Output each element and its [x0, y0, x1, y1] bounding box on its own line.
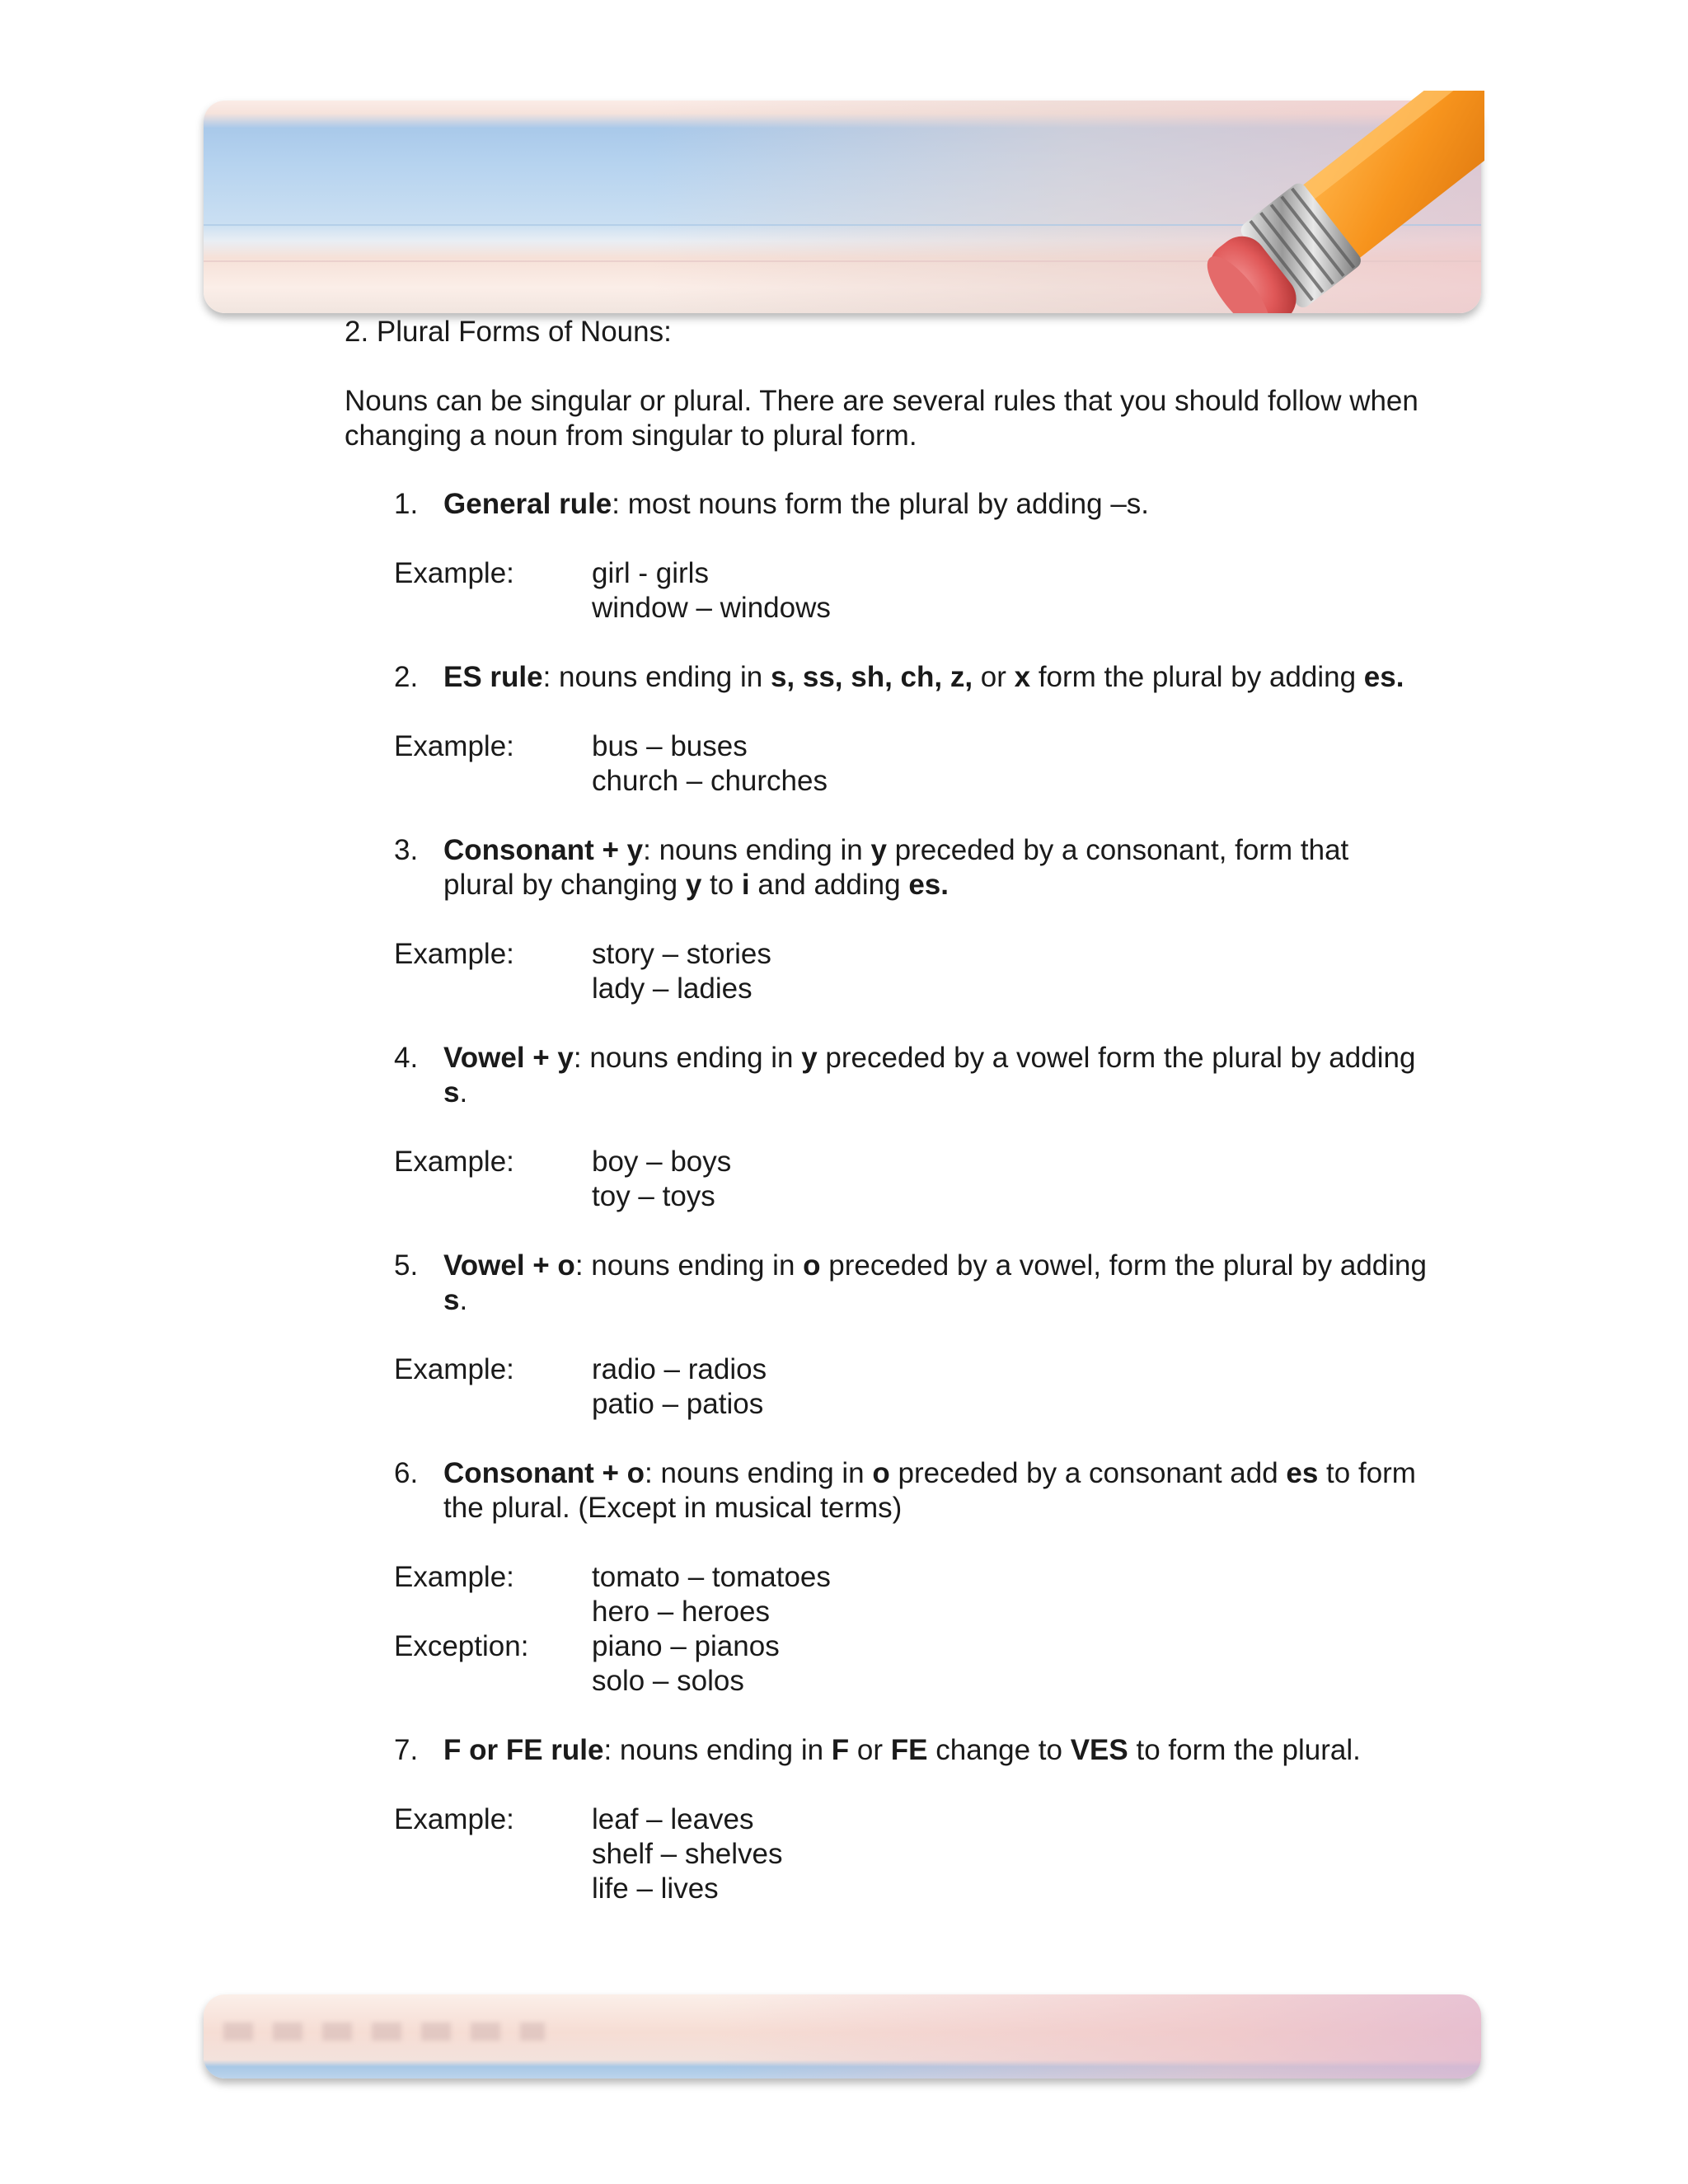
bold-term: ES rule: [443, 661, 543, 693]
bold-term: s, ss, sh, ch, z,: [770, 661, 973, 693]
example-text: tomato – tomatoes: [592, 1561, 831, 1593]
bold-term: s: [443, 1284, 460, 1316]
text-run: or: [849, 1734, 891, 1766]
example-label: Example:: [394, 938, 514, 970]
rule-text: [443, 1733, 1361, 1768]
example-text: church – churches: [592, 765, 828, 797]
example-text: radio – radios: [592, 1353, 767, 1385]
example-text: life – lives: [592, 1872, 719, 1905]
text-run: to form: [1318, 1457, 1416, 1489]
bold-term: Consonant + o: [443, 1457, 645, 1489]
rule-text: [443, 1249, 1427, 1283]
text-run: preceded by a vowel form the plural by adding: [817, 1042, 1416, 1074]
example-label: Example:: [394, 1803, 514, 1835]
text-run: the plural. (Except in musical terms): [443, 1492, 903, 1524]
example-text: solo – solos: [592, 1665, 744, 1697]
text-run: change to: [927, 1734, 1071, 1766]
bold-term: FE: [890, 1734, 928, 1766]
intro-line-2: changing a noun from singular to plural form.: [345, 419, 917, 452]
bold-term: x: [1014, 661, 1031, 693]
bold-term: i: [741, 869, 750, 901]
example-text: girl - girls: [592, 557, 709, 589]
text-run: preceded by a consonant, form that: [886, 834, 1349, 866]
text-run: .: [459, 1284, 468, 1316]
bold-term: y: [801, 1042, 818, 1074]
example-text: piano – pianos: [592, 1630, 780, 1662]
rule-number: 5.: [394, 1249, 419, 1282]
text-run: form the plural by adding: [1030, 661, 1364, 693]
bold-term: s: [443, 1076, 460, 1108]
example-label: Example:: [394, 1146, 514, 1178]
example-text: boy – boys: [592, 1146, 732, 1178]
text-run: preceded by a consonant add: [889, 1457, 1287, 1489]
example-text: toy – toys: [592, 1180, 715, 1212]
text-run: or: [973, 661, 1015, 693]
intro-line-1: Nouns can be singular or plural. There are several rules that you should follow when: [345, 385, 1418, 417]
text-run: : nouns ending in: [645, 1457, 873, 1489]
bold-term: Consonant + y: [443, 834, 644, 866]
rule-text: [443, 1041, 1415, 1076]
example-label: Example:: [394, 557, 514, 589]
bold-term: o: [803, 1249, 821, 1282]
text-run: plural by changing: [443, 869, 686, 901]
bold-term: es.: [908, 869, 949, 901]
bold-term: VES: [1070, 1734, 1128, 1766]
bold-term: o: [872, 1457, 890, 1489]
text-run: : nouns ending in: [603, 1734, 832, 1766]
example-text: lady – ladies: [592, 972, 753, 1005]
rule-text-continued: [443, 1076, 467, 1110]
bold-term: es.: [1363, 661, 1404, 693]
text-run: : most nouns form the plural by adding –s.: [612, 488, 1150, 520]
bold-term: y: [870, 834, 887, 866]
example-text: bus – buses: [592, 730, 748, 762]
rule-text: [443, 1456, 1416, 1491]
example-text: shelf – shelves: [592, 1838, 783, 1870]
example-text: hero – heroes: [592, 1596, 770, 1628]
example-label: Example:: [394, 1353, 514, 1385]
rule-number: 7.: [394, 1734, 419, 1766]
text-run: to form the plural.: [1128, 1734, 1361, 1766]
bold-term: Vowel + y: [443, 1042, 574, 1074]
bold-term: y: [685, 869, 702, 901]
rule-text: [443, 833, 1348, 868]
text-run: to: [701, 869, 742, 901]
text-run: preceded by a vowel, form the plural by adding: [820, 1249, 1427, 1282]
text-run: : nouns ending in: [542, 661, 771, 693]
rule-number: 6.: [394, 1457, 419, 1489]
example-label: Example:: [394, 730, 514, 762]
bold-term: Vowel + o: [443, 1249, 575, 1282]
text-run: : nouns ending in: [573, 1042, 802, 1074]
exception-label: Exception:: [394, 1630, 529, 1662]
bold-term: General rule: [443, 488, 612, 520]
rule-number: 1.: [394, 488, 419, 520]
rule-number: 4.: [394, 1042, 419, 1074]
rule-text-continued: [443, 1283, 467, 1318]
rule-text-continued: [443, 1491, 902, 1526]
example-label: Example:: [394, 1561, 514, 1593]
example-text: story – stories: [592, 938, 771, 970]
bold-term: F: [831, 1734, 850, 1766]
bold-term: F or FE rule: [443, 1734, 604, 1766]
example-text: patio – patios: [592, 1388, 764, 1420]
rule-text-continued: [443, 868, 949, 902]
text-run: : nouns ending in: [643, 834, 871, 866]
text-run: .: [459, 1076, 468, 1108]
footer-banner: [204, 1994, 1481, 2079]
text-run: and adding: [749, 869, 909, 901]
bold-term: es: [1286, 1457, 1319, 1489]
rule-number: 3.: [394, 834, 419, 866]
section-heading: 2. Plural Forms of Nouns:: [345, 316, 672, 348]
rule-number: 2.: [394, 661, 419, 693]
rule-text: [443, 660, 1404, 695]
example-text: leaf – leaves: [592, 1803, 754, 1835]
text-run: : nouns ending in: [574, 1249, 804, 1282]
example-text: window – windows: [592, 592, 831, 624]
rule-text: [443, 487, 1149, 522]
